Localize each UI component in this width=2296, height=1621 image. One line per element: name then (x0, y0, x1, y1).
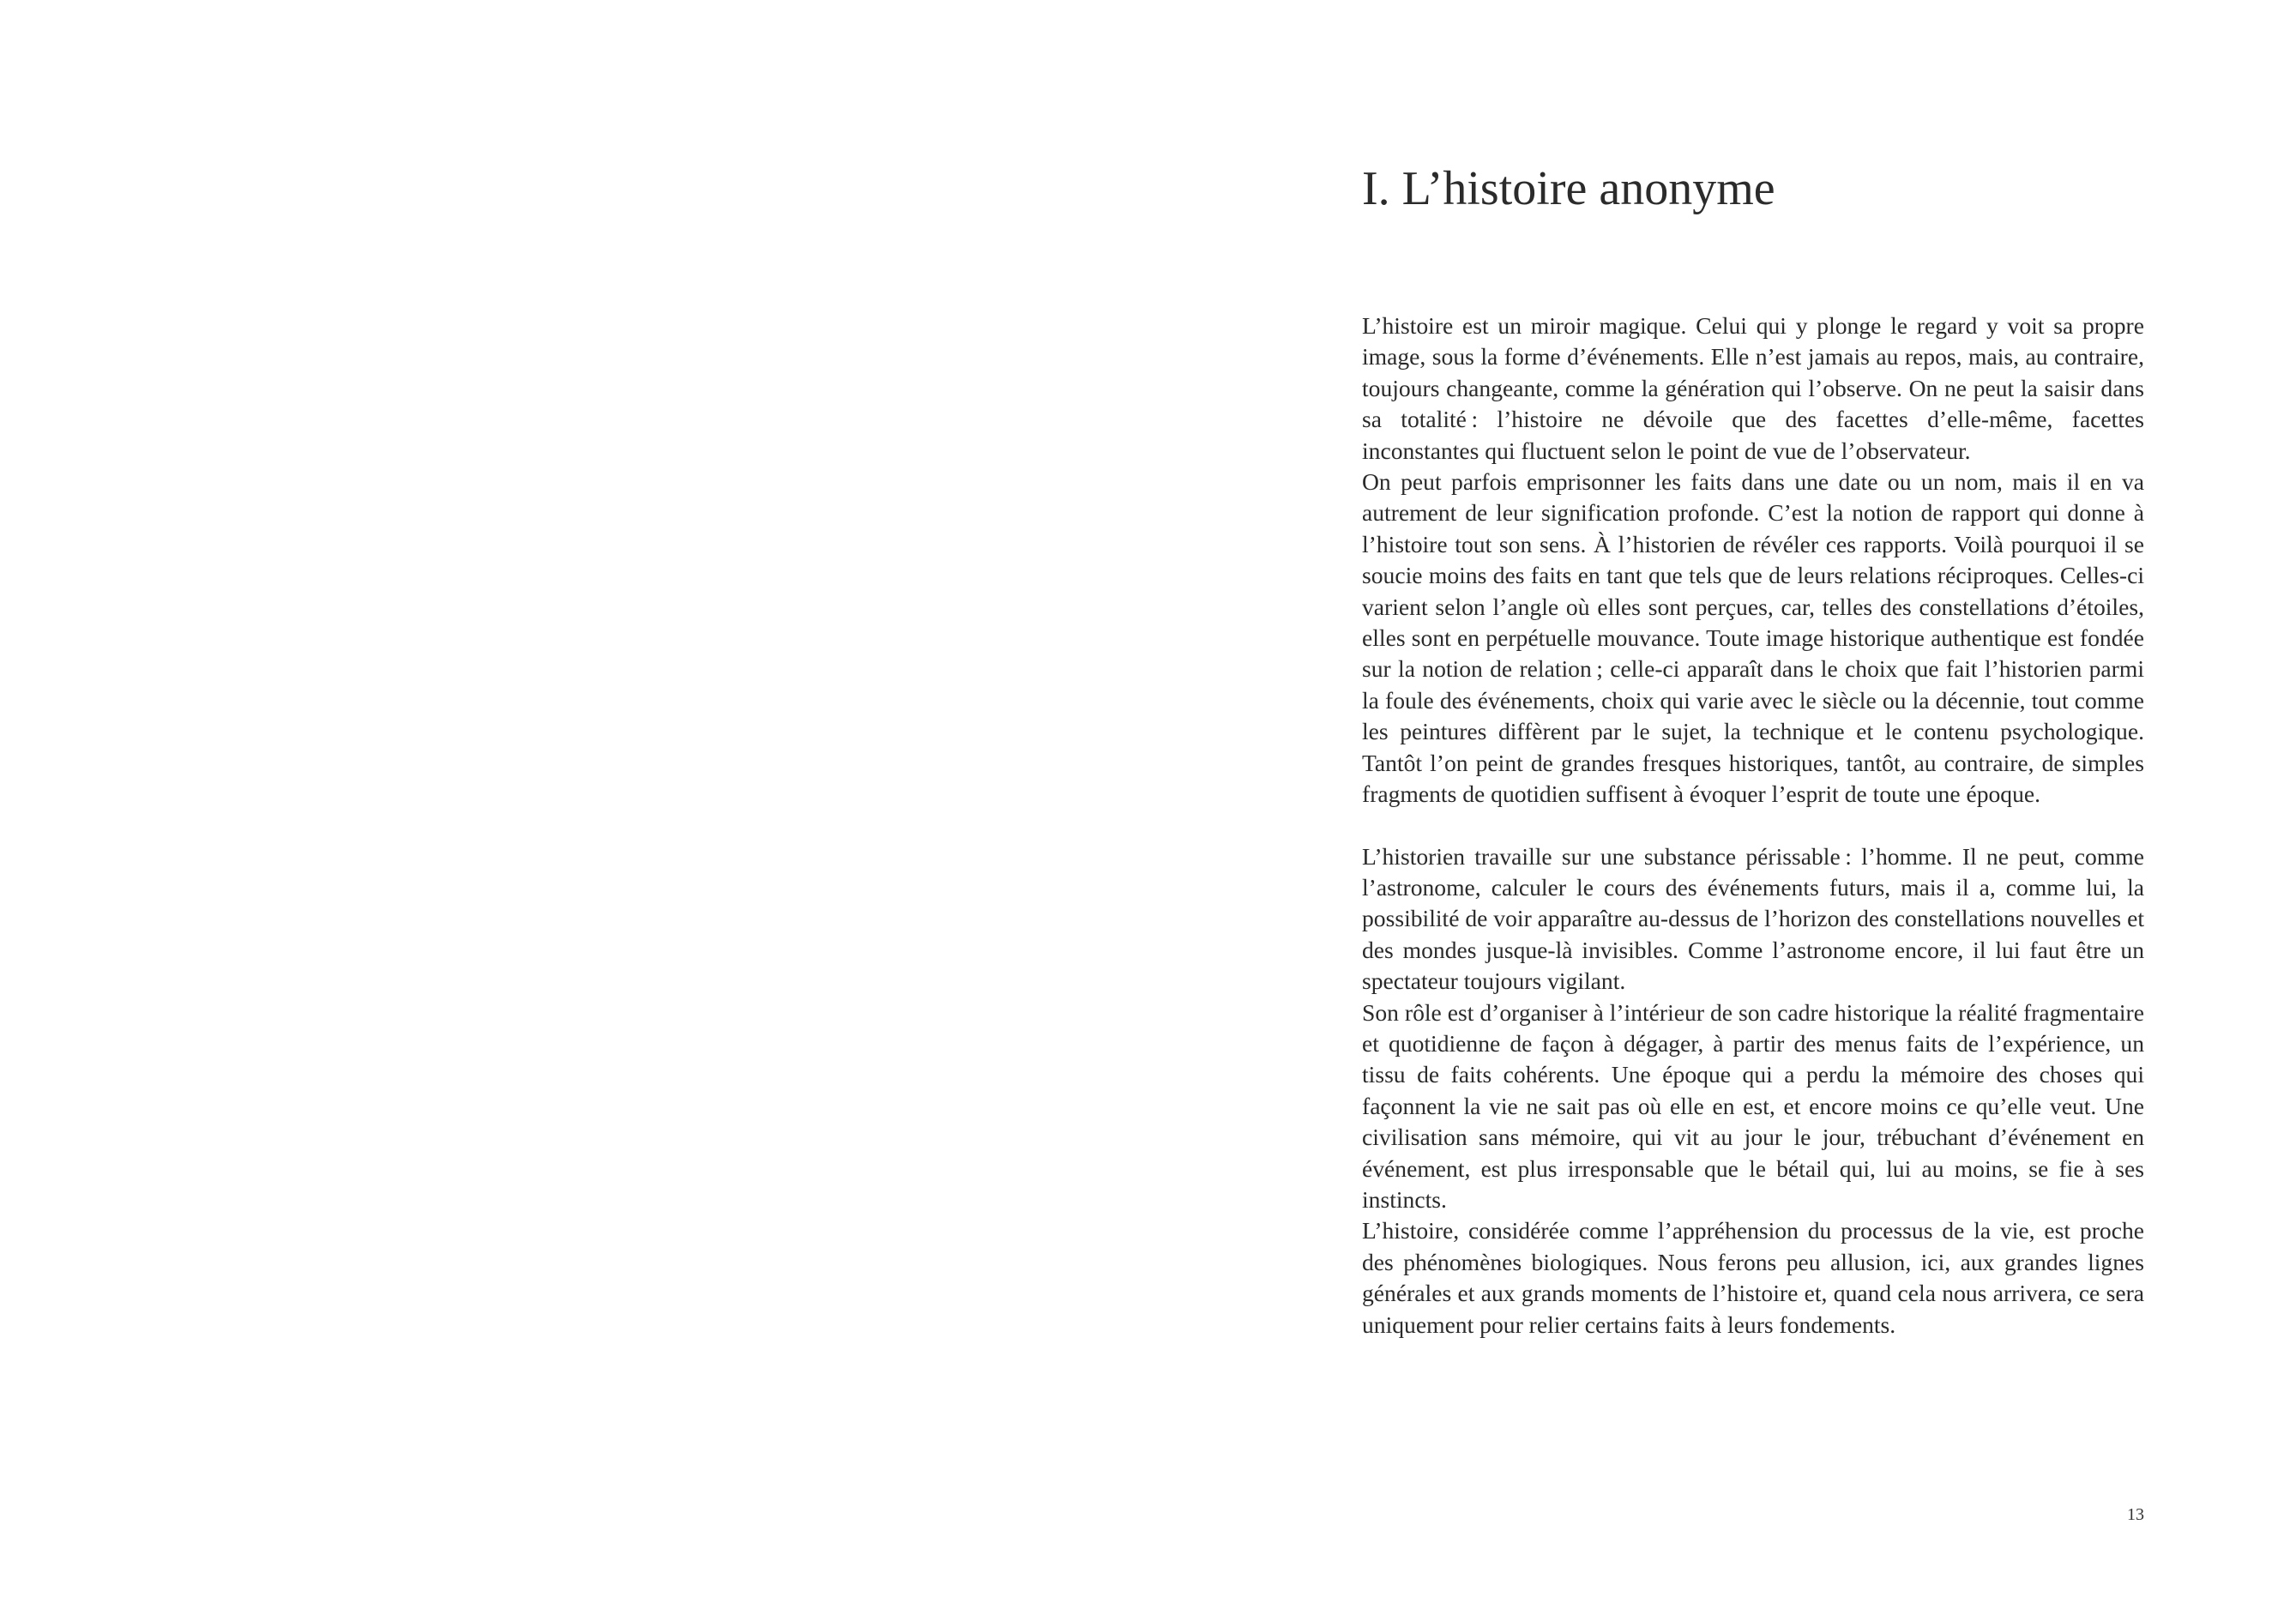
paragraph-2: On peut parfois emprisonner les faits dans une date ou un nom, mais il en va autrement de leur signification profonde. C’est la notion de rapport qui donne à l’histoire tout son sens. À l’historien de révéler ces rapports. Voilà pourquoi il se soucie moins des faits en tant que tels que de leurs relations réciproques. Celles-ci varient selon l’angle où elles sont perçues, car, telles des constellations d’étoiles, elles sont en perpétuelle mouvance. Toute image historique authentique est fondée sur la notion de relation ; celle-ci apparaît dans le choix que fait l’historien parmi la foule des événements, choix qui varie avec le siècle ou la décennie, tout comme les peintures diffèrent par le sujet, la technique et le contenu psychologique. Tantôt l’on peint de grandes fresques historiques, tantôt, au contraire, de simples fragments de quotidien suffisent à évoquer l’esprit de toute une époque. (1362, 468, 2144, 808)
paragraph-5: L’histoire, considérée comme l’appréhension du processus de la vie, est proche des phénomènes biologiques. Nous ferons peu allusion, ici, aux grandes lignes générales et aux grands moments de l’histoire et, quand cela nous arrivera, ce sera uniquement pour relier certains faits à leurs fondements. (1362, 1217, 2144, 1338)
paragraph-1: L’histoire est un miroir magique. Celui qui y plonge le regard y voit sa propre image, sous la forme d’événements. Elle n’est jamais au repos, mais, au contraire, toujours changeante, comme la génération qui l’observe. On ne peut la saisir dans sa totalité : l’histoire ne dévoile que des facettes d’elle-même, facettes inconstantes qui fluctuent selon le point de vue de l’observateur. (1362, 312, 2144, 464)
right-page (1148, 0, 2296, 1621)
page-number: 13 (2127, 1505, 2144, 1524)
chapter-body (1362, 310, 2144, 1341)
paragraph-4: Son rôle est d’organiser à l’intérieur de son cadre historique la réalité fragmentaire et quotidienne de façon à dégager, à partir des menus faits de l’expérience, un tissu de faits cohérents. Une époque qui a perdu la mémoire des choses qui façonnent la vie ne sait pas où elle en est, et encore moins ce qu’elle veut. Une civilisation sans mémoire, qui vit au jour le jour, trébuchant d’événement en événement, est plus irresponsable que le bétail qui, lui au moins, se fie à ses instincts. (1362, 998, 2144, 1213)
chapter-title: I. L’histoire anonyme (1362, 162, 1775, 215)
paragraph-3: L’historien travaille sur une substance périssable : l’homme. Il ne peut, comme l’astronome, calculer le cours des événements futurs, mais il a, comme lui, la possibilité de voir apparaître au-dessus de l’horizon des constellations nouvelles et des mondes jusque-là invisibles. Comme l’astronome encore, il lui faut être un spectateur toujours vigilant. (1362, 842, 2144, 995)
